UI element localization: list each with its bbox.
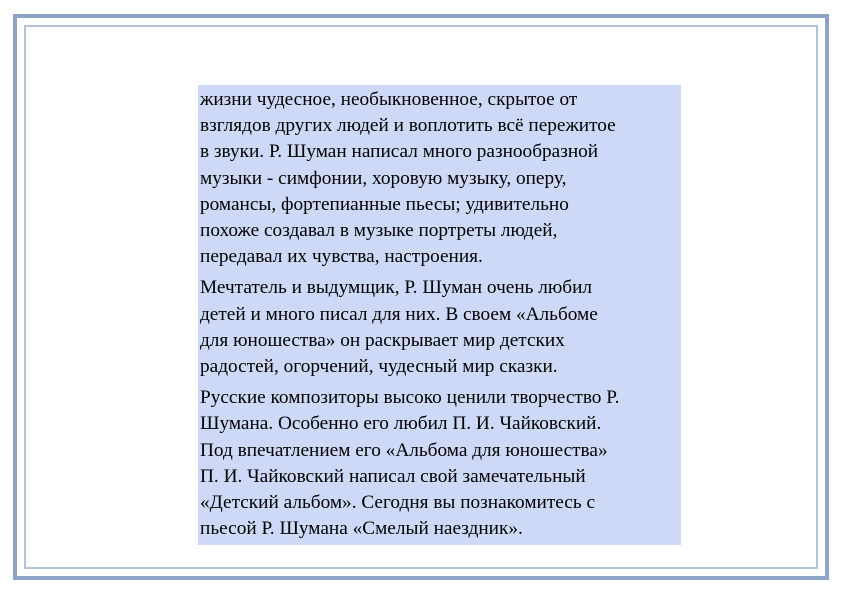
paragraph-3: Русские композиторы высоко ценили творчество Р. Шумана. Особенно его любил П. И. Чайковский. Под впечатлением его «Альбома для юношества» П. И. Чайковский написал свой замечательный «Детский альбом». Сегодня вы познакомитесь с пьесой Р. Шумана «Смелый наездник». — [200, 387, 620, 540]
paragraph-2: Мечтатель и выдумщик, Р. Шуман очень любил детей и много писал для них. В своем «Альбоме для юношества» он раскрывает мир детских радостей, огорчений, чудесный мир сказки. — [200, 277, 598, 378]
paragraph-1: жизни чудесное, необыкновенное, скрытое от взглядов других людей и воплотить всё пережитое в звуки. Р. Шуман написал много разнообразной музыки - симфонии, хоровую музыку, оперу, романсы, фортепианные пьесы; удивительно похоже создавал в музыке портреты людей, передавал их чувства, настроения. — [200, 89, 616, 268]
text-block — [198, 85, 681, 545]
